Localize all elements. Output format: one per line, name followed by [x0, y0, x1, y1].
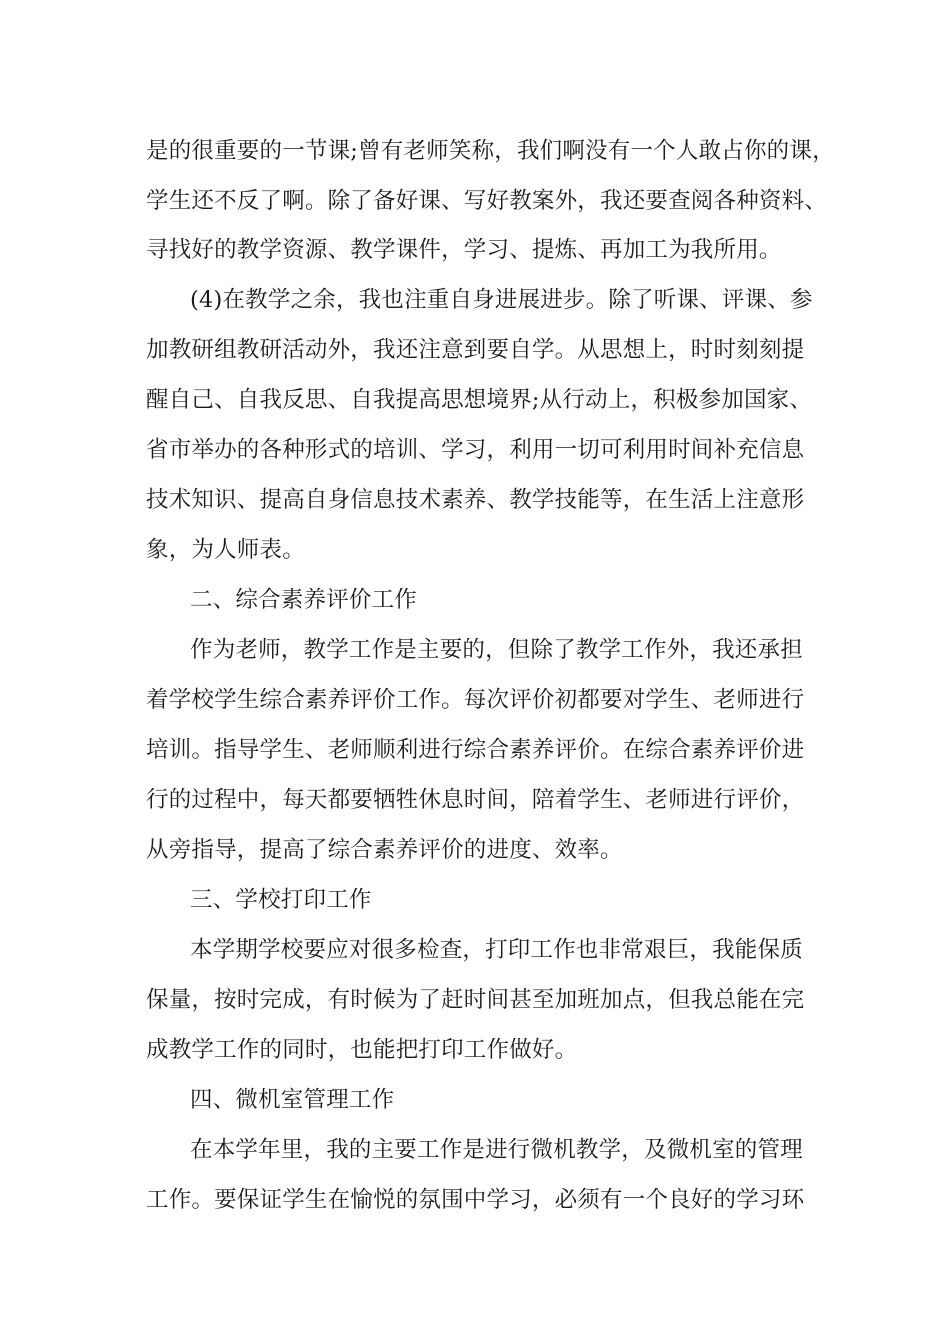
- text-line: 技术知识、提高自身信息技术素养、教学技能等，在生活上注意形: [146, 487, 805, 513]
- section-heading: 三、学校打印工作: [190, 887, 372, 913]
- text-line: 行的过程中，每天都要牺牲休息时间，陪着学生、老师进行评价，: [146, 787, 805, 813]
- text-line: 保量，按时完成，有时候为了赶时间甚至加班加点，但我总能在完: [146, 987, 805, 1013]
- text-line: 象，为人师表。: [146, 537, 305, 563]
- section-heading: 四、微机室管理工作: [190, 1087, 395, 1113]
- text-line: 加教研组教研活动外，我还注意到要自学。从思想上，时时刻刻提: [146, 337, 805, 363]
- text-line: 省市举办的各种形式的培训、学习，利用一切可利用时间补充信息: [146, 437, 805, 463]
- text-line: 着学校学生综合素养评价工作。每次评价初都要对学生、老师进行: [146, 687, 805, 713]
- paragraph-start-line: 作为老师，教学工作是主要的，但除了教学工作外，我还承担: [190, 637, 803, 663]
- text-line: 培训。指导学生、老师顺利进行综合素养评价。在综合素养评价进: [146, 737, 805, 763]
- text-line: 从旁指导，提高了综合素养评价的进度、效率。: [146, 837, 623, 863]
- paragraph-start-line: (4)在教学之余，我也注重自身进展进步。除了听课、评课、参: [190, 287, 813, 313]
- text-line: 工作。要保证学生在愉悦的氛围中学习，必须有一个良好的学习环: [146, 1187, 805, 1213]
- text-line: 是的很重要的一节课;曾有老师笑称，我们啊没有一个人敢占你的课，: [146, 138, 835, 164]
- text-line: 成教学工作的同时，也能把打印工作做好。: [146, 1037, 578, 1063]
- text-line: 寻找好的教学资源、教学课件，学习、提炼、再加工为我所用。: [146, 237, 782, 263]
- section-heading: 二、综合素养评价工作: [190, 587, 418, 613]
- text-line: 学生还不反了啊。除了备好课、写好教案外，我还要查阅各种资料、: [146, 188, 828, 214]
- paragraph-start-line: 在本学年里，我的主要工作是进行微机教学，及微机室的管理: [190, 1137, 803, 1163]
- paragraph-start-line: 本学期学校要应对很多检查，打印工作也非常艰巨，我能保质: [190, 937, 803, 963]
- text-line: 醒自己、自我反思、自我提高思想境界;从行动上，积极参加国家、: [146, 387, 813, 413]
